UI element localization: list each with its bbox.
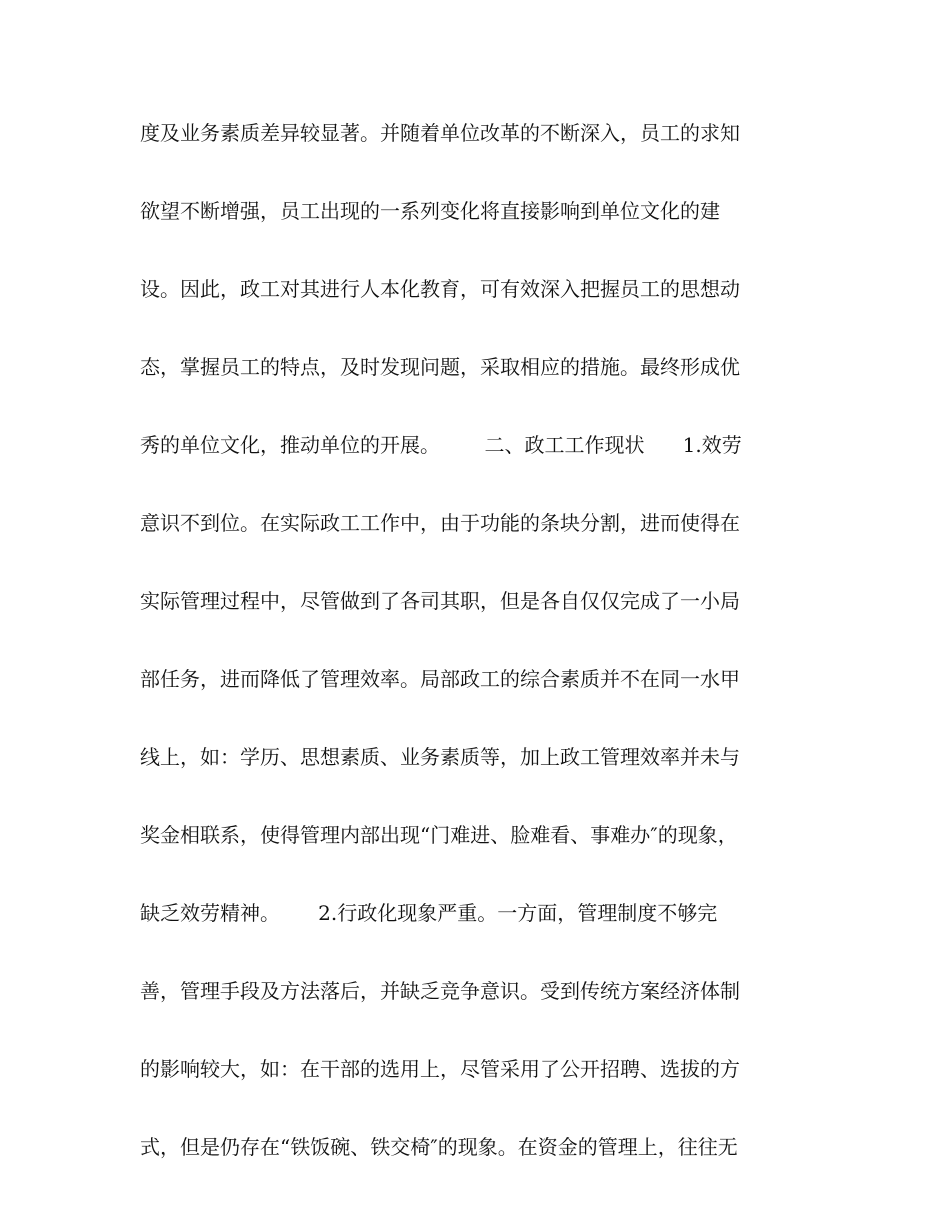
text-line-3: 设。因此，政工对其进行人本化教育，可有效深入把握员工的思想动 [140, 277, 740, 301]
text-line-1: 度及业务素质差异较显著。并随着单位改革的不断深入，员工的求知 [140, 121, 740, 145]
text-line-2: 欲望不断增强，员工出现的一系列变化将直接影响到单位文化的建 [140, 199, 720, 223]
body-text [140, 118, 820, 1210]
text-line-10: 奖金相联系，使得管理内部出现“门难进、脸难看、事难办″的现象， [140, 823, 738, 847]
text-line-14: 式，但是仍存在“铁饭碗、铁交椅″的现象。在资金的管理上，往往无 [140, 1135, 738, 1159]
text-line-12: 善，管理手段及方法落后，并缺乏竞争意识。受到传统方案经济体制 [140, 979, 740, 1003]
text-line-6: 意识不到位。在实际政工工作中，由于功能的条块分割，进而使得在 [140, 511, 740, 535]
text-line-4: 态，掌握员工的特点，及时发现问题，采取相应的措施。最终形成优 [140, 355, 740, 379]
text-line-9: 线上，如：学历、思想素质、业务素质等，加上政工管理效率并未与 [140, 745, 740, 769]
text-line-8: 部任务，进而降低了管理效率。局部政工的综合素质并不在同一水甲 [140, 667, 740, 691]
text-line-7: 实际管理过程中，尽管做到了各司其职，但是各自仅仅完成了一小局 [140, 589, 740, 613]
text-line-5: 秀的单位文化，推动单位的开展。 二、政工工作现状 1.效劳 [140, 433, 742, 457]
text-line-13: 的影响较大，如：在干部的选用上，尽管采用了公开招聘、选拔的方 [140, 1057, 740, 1081]
text-line-11: 缺乏效劳精神。 2.行政化现象严重。一方面，管理制度不够完 [140, 901, 718, 925]
